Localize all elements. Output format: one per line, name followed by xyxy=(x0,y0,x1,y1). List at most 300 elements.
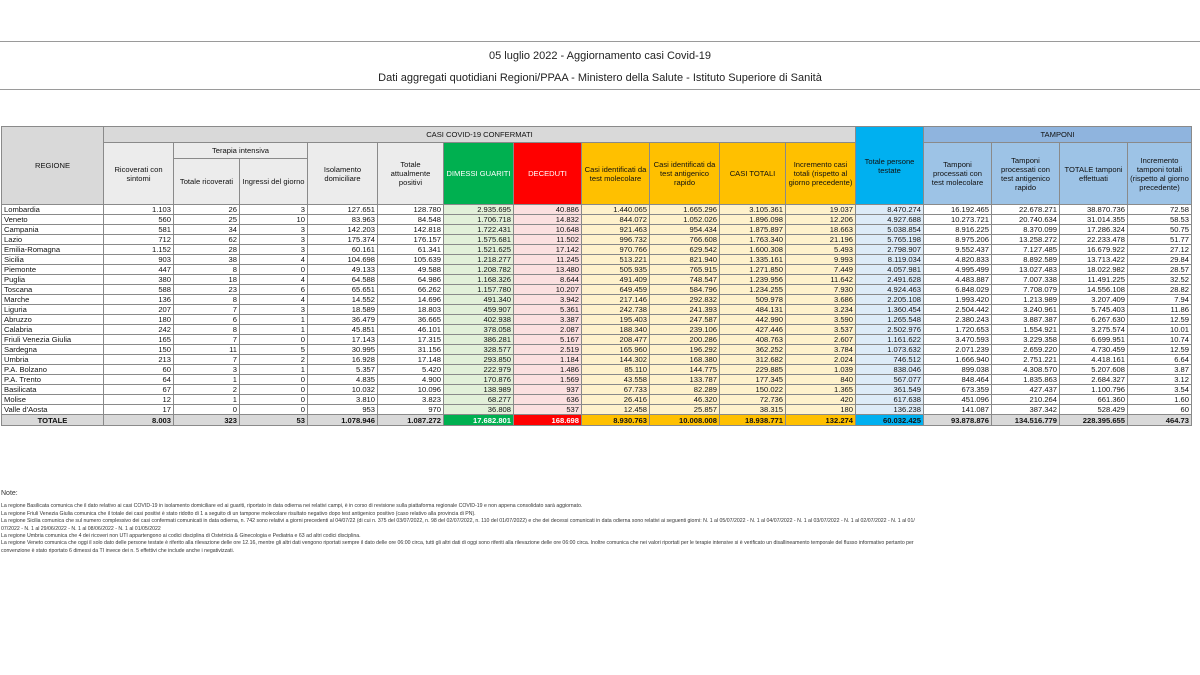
value-cell: 14.696 xyxy=(378,295,444,305)
value-cell: 5.745.403 xyxy=(1060,305,1128,315)
value-cell: 1.168.326 xyxy=(444,275,514,285)
value-cell: 46.101 xyxy=(378,325,444,335)
table-row xyxy=(2,265,1192,275)
value-cell: 11.491.225 xyxy=(1060,275,1128,285)
value-cell: 11.86 xyxy=(1128,305,1192,315)
value-cell: 8.370.099 xyxy=(992,225,1060,235)
value-cell: 72.58 xyxy=(1128,205,1192,215)
value-cell: 25 xyxy=(174,215,240,225)
value-cell: 65.651 xyxy=(308,285,378,295)
value-cell: 513.221 xyxy=(582,255,650,265)
value-cell: 937 xyxy=(514,385,582,395)
col-tamponi-totale: TOTALE tamponi effettuati xyxy=(1060,143,1128,205)
value-cell: 188.340 xyxy=(582,325,650,335)
region-name-cell: Marche xyxy=(2,295,104,305)
value-cell: 712 xyxy=(104,235,174,245)
table-row xyxy=(2,295,1192,305)
value-cell: 2.751.221 xyxy=(992,355,1060,365)
value-cell: 18.022.982 xyxy=(1060,265,1128,275)
note-line: convenzione è stato riportato 6 dimessi da TI invece dei n. 5 effettivi che include anche i negativizzati. xyxy=(1,547,235,554)
value-cell: 84.548 xyxy=(378,215,444,225)
value-cell: 617.638 xyxy=(856,395,924,405)
value-cell: 4.483.887 xyxy=(924,275,992,285)
region-name-cell: Valle d'Aosta xyxy=(2,405,104,415)
value-cell: 217.146 xyxy=(582,295,650,305)
value-cell: 2.607 xyxy=(786,335,856,345)
value-cell: 4.730.459 xyxy=(1060,345,1128,355)
region-name-cell: Sicilia xyxy=(2,255,104,265)
value-cell: 176.157 xyxy=(378,235,444,245)
value-cell: 3.810 xyxy=(308,395,378,405)
value-cell: 3 xyxy=(240,305,308,315)
total-value-cell: 323 xyxy=(174,415,240,426)
value-cell: 12.59 xyxy=(1128,315,1192,325)
value-cell: 13.258.272 xyxy=(992,235,1060,245)
value-cell: 953 xyxy=(308,405,378,415)
covid-data-table xyxy=(1,126,1192,426)
value-cell: 64.986 xyxy=(378,275,444,285)
top-rule xyxy=(0,41,1200,42)
group-tamponi: TAMPONI xyxy=(924,127,1192,143)
value-cell: 7.94 xyxy=(1128,295,1192,305)
total-value-cell: 17.682.801 xyxy=(444,415,514,426)
value-cell: 200.286 xyxy=(650,335,720,345)
value-cell: 1.440.065 xyxy=(582,205,650,215)
value-cell: 7 xyxy=(174,355,240,365)
value-cell: 14.832 xyxy=(514,215,582,225)
value-cell: 1.218.277 xyxy=(444,255,514,265)
col-attualmente-positivi: Totale attualmente positivi xyxy=(378,143,444,205)
value-cell: 844.072 xyxy=(582,215,650,225)
col-tamponi-antigenico: Tamponi processati con test antigenico rapido xyxy=(992,143,1060,205)
value-cell: 1.486 xyxy=(514,365,582,375)
value-cell: 36.479 xyxy=(308,315,378,325)
value-cell: 177.345 xyxy=(720,375,786,385)
value-cell: 1.152 xyxy=(104,245,174,255)
value-cell: 537 xyxy=(514,405,582,415)
value-cell: 150 xyxy=(104,345,174,355)
value-cell: 13.713.422 xyxy=(1060,255,1128,265)
value-cell: 1.360.454 xyxy=(856,305,924,315)
value-cell: 1.763.340 xyxy=(720,235,786,245)
value-cell: 247.587 xyxy=(650,315,720,325)
region-name-cell: Lazio xyxy=(2,235,104,245)
value-cell: 17.286.324 xyxy=(1060,225,1128,235)
value-cell: 10.273.721 xyxy=(924,215,992,225)
value-cell: 136 xyxy=(104,295,174,305)
total-label-cell: TOTALE xyxy=(2,415,104,426)
value-cell: 4.418.161 xyxy=(1060,355,1128,365)
total-value-cell: 168.698 xyxy=(514,415,582,426)
value-cell: 49.588 xyxy=(378,265,444,275)
value-cell: 567.077 xyxy=(856,375,924,385)
value-cell: 60 xyxy=(104,365,174,375)
value-cell: 144.302 xyxy=(582,355,650,365)
value-cell: 0 xyxy=(174,405,240,415)
value-cell: 165 xyxy=(104,335,174,345)
value-cell: 46.320 xyxy=(650,395,720,405)
value-cell: 17.142 xyxy=(514,245,582,255)
group-terapia-intensiva: Terapia intensiva xyxy=(174,143,308,159)
region-name-cell: Friuli Venezia Giulia xyxy=(2,335,104,345)
value-cell: 9.552.437 xyxy=(924,245,992,255)
value-cell: 3.240.961 xyxy=(992,305,1060,315)
value-cell: 1.052.026 xyxy=(650,215,720,225)
value-cell: 180 xyxy=(104,315,174,325)
value-cell: 1 xyxy=(174,395,240,405)
value-cell: 27.12 xyxy=(1128,245,1192,255)
value-cell: 588 xyxy=(104,285,174,295)
region-name-cell: Puglia xyxy=(2,275,104,285)
value-cell: 484.131 xyxy=(720,305,786,315)
value-cell: 840 xyxy=(786,375,856,385)
value-cell: 16.928 xyxy=(308,355,378,365)
value-cell: 848.464 xyxy=(924,375,992,385)
value-cell: 4.835 xyxy=(308,375,378,385)
col-ti-totale: Totale ricoverati xyxy=(174,159,240,205)
col-casi-antigenico: Casi identificati da test antigenico rapido xyxy=(650,143,720,205)
notes-section xyxy=(1,490,1191,555)
value-cell: 1.835.863 xyxy=(992,375,1060,385)
value-cell: 2.504.442 xyxy=(924,305,992,315)
table-row xyxy=(2,255,1192,265)
value-cell: 3.470.593 xyxy=(924,335,992,345)
value-cell: 14.552 xyxy=(308,295,378,305)
value-cell: 10.207 xyxy=(514,285,582,295)
value-cell: 12.59 xyxy=(1128,345,1192,355)
value-cell: 10.74 xyxy=(1128,335,1192,345)
value-cell: 5.167 xyxy=(514,335,582,345)
value-cell: 1.706.718 xyxy=(444,215,514,225)
value-cell: 175.374 xyxy=(308,235,378,245)
value-cell: 6.64 xyxy=(1128,355,1192,365)
value-cell: 105.639 xyxy=(378,255,444,265)
region-name-cell: P.A. Bolzano xyxy=(2,365,104,375)
value-cell: 427.437 xyxy=(992,385,1060,395)
value-cell: 7.930 xyxy=(786,285,856,295)
value-cell: 1.575.681 xyxy=(444,235,514,245)
value-cell: 292.832 xyxy=(650,295,720,305)
value-cell: 18.663 xyxy=(786,225,856,235)
value-cell: 3.823 xyxy=(378,395,444,405)
value-cell: 25.857 xyxy=(650,405,720,415)
region-name-cell: Molise xyxy=(2,395,104,405)
value-cell: 7.449 xyxy=(786,265,856,275)
table-row xyxy=(2,325,1192,335)
value-cell: 996.732 xyxy=(582,235,650,245)
value-cell: 10.032 xyxy=(308,385,378,395)
value-cell: 505.935 xyxy=(582,265,650,275)
value-cell: 1 xyxy=(240,315,308,325)
value-cell: 293.850 xyxy=(444,355,514,365)
note-line: La regione Sicilia comunica che sul numero complessivo dei casi confermati comunicati in data odierna, n. 742 sono relativi a giorni precedenti al 04/07/22 (di cui n. 375 del 03/07/2022, n. 98 del 02/07/2022, n. 110 del 01/07/2022) e che dei decessi comunicati in data odierna sono relativi ai seguenti giorni: N. 1 al 05/07/2022 - N. 1 al 04/07/2022 - N. 1 al 03/07/2022 - N. 1 al 02/07/2022 - N. 1 al 01/ xyxy=(1,518,915,525)
value-cell: 4.308.570 xyxy=(992,365,1060,375)
value-cell: 838.046 xyxy=(856,365,924,375)
value-cell: 1.103 xyxy=(104,205,174,215)
value-cell: 528.429 xyxy=(1060,405,1128,415)
value-cell: 45.851 xyxy=(308,325,378,335)
value-cell: 8.975.206 xyxy=(924,235,992,245)
value-cell: 8.470.274 xyxy=(856,205,924,215)
value-cell: 442.990 xyxy=(720,315,786,325)
region-name-cell: P.A. Trento xyxy=(2,375,104,385)
total-value-cell: 1.078.946 xyxy=(308,415,378,426)
value-cell: 447 xyxy=(104,265,174,275)
value-cell: 12 xyxy=(104,395,174,405)
table-row xyxy=(2,405,1192,415)
table-row xyxy=(2,305,1192,315)
value-cell: 821.940 xyxy=(650,255,720,265)
value-cell: 0 xyxy=(240,375,308,385)
table-row xyxy=(2,215,1192,225)
value-cell: 43.558 xyxy=(582,375,650,385)
value-cell: 34 xyxy=(174,225,240,235)
total-value-cell: 8.930.763 xyxy=(582,415,650,426)
value-cell: 954.434 xyxy=(650,225,720,235)
col-tamponi-molecolare: Tamponi processati con test molecolare xyxy=(924,143,992,205)
value-cell: 4.900 xyxy=(378,375,444,385)
total-value-cell: 53 xyxy=(240,415,308,426)
value-cell: 2.659.220 xyxy=(992,345,1060,355)
region-name-cell: Lombardia xyxy=(2,205,104,215)
value-cell: 2.071.239 xyxy=(924,345,992,355)
value-cell: 222.979 xyxy=(444,365,514,375)
value-cell: 459.907 xyxy=(444,305,514,315)
value-cell: 2.024 xyxy=(786,355,856,365)
value-cell: 5.420 xyxy=(378,365,444,375)
table-row xyxy=(2,285,1192,295)
value-cell: 2.519 xyxy=(514,345,582,355)
value-cell: 629.542 xyxy=(650,245,720,255)
value-cell: 6 xyxy=(240,285,308,295)
value-cell: 195.403 xyxy=(582,315,650,325)
value-cell: 2.684.327 xyxy=(1060,375,1128,385)
value-cell: 1 xyxy=(240,365,308,375)
value-cell: 49.133 xyxy=(308,265,378,275)
value-cell: 2 xyxy=(240,355,308,365)
value-cell: 10.648 xyxy=(514,225,582,235)
note-line: La regione Umbria comunica che 4 dei ricoveri non UTI appartengono ai codici disciplina di Ostetricia & Ginecologia e Pediatria e 63 ad altri codici disciplina. xyxy=(1,533,361,540)
value-cell: 58.53 xyxy=(1128,215,1192,225)
col-ti-ingressi: Ingressi del giorno xyxy=(240,159,308,205)
value-cell: 22.678.271 xyxy=(992,205,1060,215)
value-cell: 1.60 xyxy=(1128,395,1192,405)
value-cell: 1.157.780 xyxy=(444,285,514,295)
value-cell: 60.161 xyxy=(308,245,378,255)
value-cell: 31.156 xyxy=(378,345,444,355)
value-cell: 673.359 xyxy=(924,385,992,395)
value-cell: 13.027.483 xyxy=(992,265,1060,275)
value-cell: 5 xyxy=(240,345,308,355)
total-row xyxy=(2,415,1192,426)
col-casi-totali: CASI TOTALI xyxy=(720,143,786,205)
notes-heading: Note: xyxy=(1,490,18,497)
value-cell: 2.491.628 xyxy=(856,275,924,285)
value-cell: 142.203 xyxy=(308,225,378,235)
value-cell: 38 xyxy=(174,255,240,265)
value-cell: 748.547 xyxy=(650,275,720,285)
value-cell: 28.82 xyxy=(1128,285,1192,295)
value-cell: 451.096 xyxy=(924,395,992,405)
value-cell: 8.892.589 xyxy=(992,255,1060,265)
region-name-cell: Emilia-Romagna xyxy=(2,245,104,255)
value-cell: 3 xyxy=(240,225,308,235)
value-cell: 3.784 xyxy=(786,345,856,355)
col-deceduti: DECEDUTI xyxy=(514,143,582,205)
value-cell: 6.267.630 xyxy=(1060,315,1128,325)
value-cell: 31.014.355 xyxy=(1060,215,1128,225)
value-cell: 136.238 xyxy=(856,405,924,415)
value-cell: 18 xyxy=(174,275,240,285)
value-cell: 1 xyxy=(240,325,308,335)
value-cell: 3.207.409 xyxy=(1060,295,1128,305)
value-cell: 17.315 xyxy=(378,335,444,345)
value-cell: 420 xyxy=(786,395,856,405)
value-cell: 4 xyxy=(240,295,308,305)
total-value-cell: 93.878.876 xyxy=(924,415,992,426)
value-cell: 1.271.850 xyxy=(720,265,786,275)
value-cell: 378.058 xyxy=(444,325,514,335)
value-cell: 32.52 xyxy=(1128,275,1192,285)
value-cell: 3.887.387 xyxy=(992,315,1060,325)
value-cell: 584.796 xyxy=(650,285,720,295)
value-cell: 5.361 xyxy=(514,305,582,315)
value-cell: 11.502 xyxy=(514,235,582,245)
value-cell: 10.096 xyxy=(378,385,444,395)
value-cell: 133.787 xyxy=(650,375,720,385)
value-cell: 1.335.161 xyxy=(720,255,786,265)
value-cell: 11.245 xyxy=(514,255,582,265)
value-cell: 380 xyxy=(104,275,174,285)
value-cell: 3.87 xyxy=(1128,365,1192,375)
value-cell: 229.885 xyxy=(720,365,786,375)
value-cell: 10.01 xyxy=(1128,325,1192,335)
value-cell: 4 xyxy=(240,275,308,285)
value-cell: 29.84 xyxy=(1128,255,1192,265)
value-cell: 2.205.108 xyxy=(856,295,924,305)
table-row xyxy=(2,225,1192,235)
value-cell: 3.54 xyxy=(1128,385,1192,395)
value-cell: 1.365 xyxy=(786,385,856,395)
region-name-cell: Abruzzo xyxy=(2,315,104,325)
value-cell: 362.252 xyxy=(720,345,786,355)
value-cell: 1.875.897 xyxy=(720,225,786,235)
value-cell: 51.77 xyxy=(1128,235,1192,245)
value-cell: 64 xyxy=(104,375,174,385)
value-cell: 3.537 xyxy=(786,325,856,335)
value-cell: 427.446 xyxy=(720,325,786,335)
value-cell: 23 xyxy=(174,285,240,295)
note-line: La regione Veneto comunica che oggi il solo dato delle persone testate è riferito alla rilevazione delle ore 12.16, mentre gli altri dati vengono riportati sempre il dato delle ore 06:00 circa, tutti gli altri dati di oggi sono riferiti alla rilevazione delle ore 06:00 circa. Inoltre comunica che nei valori riportati per le terapie intensive si è verificato un disallineamento temporale del flusso informativo pertanto per xyxy=(1,540,914,547)
region-name-cell: Umbria xyxy=(2,355,104,365)
value-cell: 1.073.632 xyxy=(856,345,924,355)
table-row xyxy=(2,385,1192,395)
value-cell: 408.763 xyxy=(720,335,786,345)
region-name-cell: Sardegna xyxy=(2,345,104,355)
report-source-line: Dati aggregati quotidiani Regioni/PPAA - Ministero della Salute - Istituto Superiore di Sanità xyxy=(378,72,822,84)
value-cell: 5.765.198 xyxy=(856,235,924,245)
value-cell: 72.736 xyxy=(720,395,786,405)
value-cell: 1.569 xyxy=(514,375,582,385)
col-dimessi-guariti: DIMESSI GUARITI xyxy=(444,143,514,205)
value-cell: 242 xyxy=(104,325,174,335)
value-cell: 18.589 xyxy=(308,305,378,315)
col-isolamento: Isolamento domiciliare xyxy=(308,143,378,205)
region-name-cell: Liguria xyxy=(2,305,104,315)
col-persone-testate: Totale persone testate xyxy=(856,127,924,205)
value-cell: 661.360 xyxy=(1060,395,1128,405)
table-row xyxy=(2,345,1192,355)
value-cell: 3.12 xyxy=(1128,375,1192,385)
total-value-cell: 10.008.008 xyxy=(650,415,720,426)
value-cell: 4.995.499 xyxy=(924,265,992,275)
value-cell: 1.234.255 xyxy=(720,285,786,295)
value-cell: 60 xyxy=(1128,405,1192,415)
total-value-cell: 132.274 xyxy=(786,415,856,426)
value-cell: 746.512 xyxy=(856,355,924,365)
value-cell: 1.993.420 xyxy=(924,295,992,305)
value-cell: 2.087 xyxy=(514,325,582,335)
value-cell: 8.916.225 xyxy=(924,225,992,235)
value-cell: 11.642 xyxy=(786,275,856,285)
value-cell: 64.588 xyxy=(308,275,378,285)
value-cell: 1 xyxy=(174,375,240,385)
value-cell: 7.708.079 xyxy=(992,285,1060,295)
value-cell: 144.775 xyxy=(650,365,720,375)
table-row xyxy=(2,395,1192,405)
value-cell: 20.740.634 xyxy=(992,215,1060,225)
value-cell: 3.105.361 xyxy=(720,205,786,215)
value-cell: 4 xyxy=(240,255,308,265)
value-cell: 67.733 xyxy=(582,385,650,395)
value-cell: 328.577 xyxy=(444,345,514,355)
value-cell: 1.722.431 xyxy=(444,225,514,235)
value-cell: 36.665 xyxy=(378,315,444,325)
value-cell: 1.265.548 xyxy=(856,315,924,325)
value-cell: 208.477 xyxy=(582,335,650,345)
total-value-cell: 18.938.771 xyxy=(720,415,786,426)
value-cell: 196.292 xyxy=(650,345,720,355)
value-cell: 28 xyxy=(174,245,240,255)
value-cell: 3.229.358 xyxy=(992,335,1060,345)
value-cell: 138.989 xyxy=(444,385,514,395)
value-cell: 8.644 xyxy=(514,275,582,285)
value-cell: 127.651 xyxy=(308,205,378,215)
value-cell: 14.556.108 xyxy=(1060,285,1128,295)
note-line: La regione Friuli Venezia Giulia comunica che il totale dei casi positivi è stato ridotto di 1 a seguito di un tampone molecolare risultato negativo dopo test antigenico positivo (caso relativo alla provincia di PN). xyxy=(1,510,476,517)
value-cell: 509.978 xyxy=(720,295,786,305)
value-cell: 636 xyxy=(514,395,582,405)
value-cell: 38.315 xyxy=(720,405,786,415)
value-cell: 1.720.653 xyxy=(924,325,992,335)
total-value-cell: 1.087.272 xyxy=(378,415,444,426)
value-cell: 765.915 xyxy=(650,265,720,275)
total-value-cell: 60.032.425 xyxy=(856,415,924,426)
value-cell: 210.264 xyxy=(992,395,1060,405)
region-name-cell: Calabria xyxy=(2,325,104,335)
total-value-cell: 8.003 xyxy=(104,415,174,426)
value-cell: 4.927.688 xyxy=(856,215,924,225)
note-line: 07/2022 - N. 1 al 29/06/2022 - N. 1 al 08/06/2022 - N. 1 al 01/05/2022 xyxy=(1,525,161,532)
value-cell: 2.935.695 xyxy=(444,205,514,215)
value-cell: 766.608 xyxy=(650,235,720,245)
value-cell: 3 xyxy=(174,365,240,375)
value-cell: 1.666.940 xyxy=(924,355,992,365)
value-cell: 491.340 xyxy=(444,295,514,305)
value-cell: 903 xyxy=(104,255,174,265)
value-cell: 1.665.296 xyxy=(650,205,720,215)
value-cell: 0 xyxy=(240,335,308,345)
